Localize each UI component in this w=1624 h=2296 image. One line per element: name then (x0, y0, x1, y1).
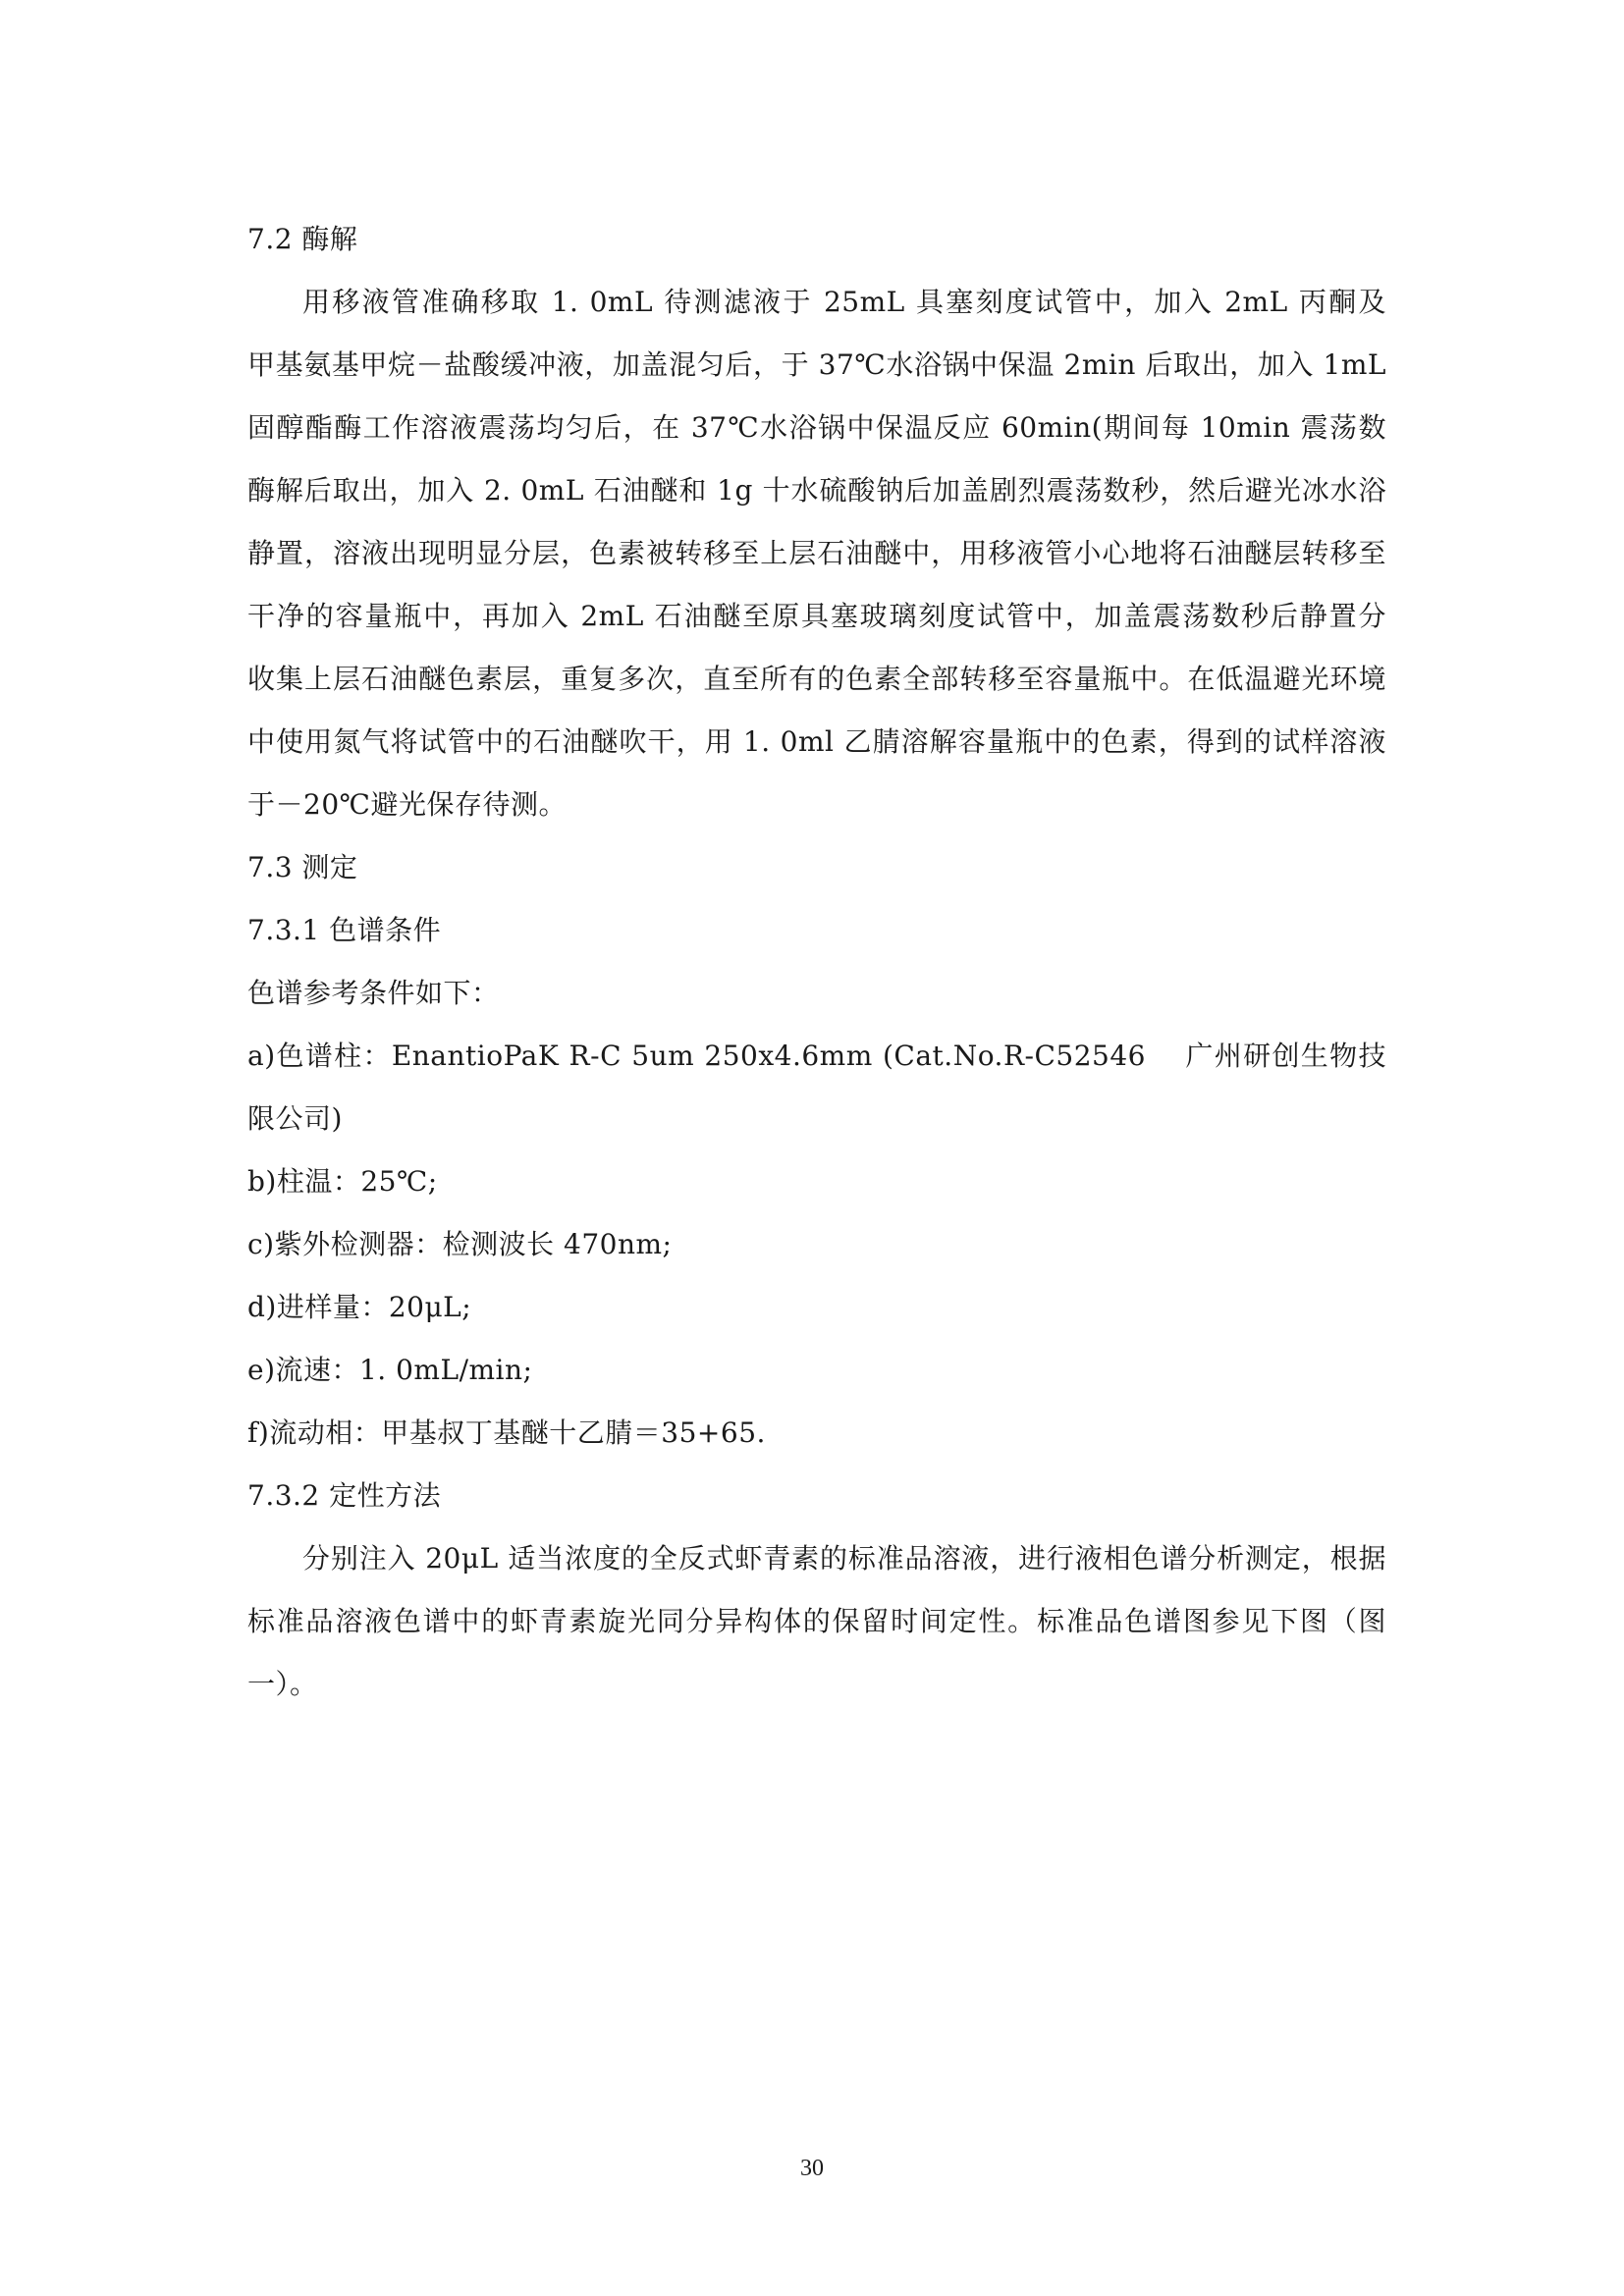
paragraph-line: 于－20℃避光保存待测。 (247, 788, 567, 821)
paragraph-line: 固醇酯酶工作溶液震荡均匀后，在 37℃水浴锅中保温反应 60min(期间每 10min 震荡数 (247, 411, 1386, 444)
section-heading-7-3-2: 7.3.2 定性方法 (247, 1479, 442, 1512)
page-content (247, 208, 1386, 1716)
paragraph-line: 用移液管准确移取 1. 0mL 待测滤液于 25mL 具塞刻度试管中，加入 2mL 丙酮及 (302, 286, 1386, 318)
paragraph-line: 分别注入 20μL 适当浓度的全反式虾青素的标准品溶液，进行液相色谱分析测定，根据 (302, 1542, 1386, 1575)
condition-item-c: c)紫外检测器：检测波长 470nm; (247, 1228, 673, 1260)
condition-item-f: f)流动相：甲基叔丁基醚十乙腈＝35+65. (247, 1416, 766, 1449)
condition-item-a: a)色谱柱：EnantioPaK R-C 5um 250x4.6mm (Cat.No.R-C52546 广州研创生物技 (247, 1040, 1386, 1072)
paragraph-line: 标准品溶液色谱中的虾青素旋光同分异构体的保留时间定性。标准品色谱图参见下图（图 (247, 1605, 1386, 1637)
paragraph-line: 甲基氨基甲烷－盐酸缓冲液，加盖混匀后，于 37℃水浴锅中保温 2min 后取出，加入 1mL (247, 348, 1386, 381)
reference-conditions-intro: 色谱参考条件如下： (247, 977, 500, 1009)
paragraph-line: 一）。 (247, 1668, 318, 1700)
section-heading-7-3: 7.3 测定 (247, 851, 358, 883)
condition-item-a-continued: 限公司) (247, 1102, 343, 1135)
paragraph-line: 酶解后取出，加入 2. 0mL 石油醚和 1g 十水硫酸钠后加盖剧烈震荡数秒，然后避光冰水浴 (247, 474, 1386, 507)
condition-item-d: d)进样量：20μL; (247, 1291, 472, 1323)
page-number: 30 (800, 2156, 824, 2181)
paragraph-line: 干净的容量瓶中，再加入 2mL 石油醚至原具塞玻璃刻度试管中，加盖震荡数秒后静置分 (247, 600, 1386, 632)
paragraph-line: 收集上层石油醚色素层，重复多次，直至所有的色素全部转移至容量瓶中。在低温避光环境 (247, 663, 1386, 695)
section-heading-7-3-1: 7.3.1 色谱条件 (247, 914, 442, 946)
condition-item-e: e)流速：1. 0mL/min; (247, 1354, 533, 1386)
section-heading-7-2: 7.2 酶解 (247, 223, 358, 255)
paragraph-line: 静置，溶液出现明显分层，色素被转移至上层石油醚中，用移液管小心地将石油醚层转移至 (247, 537, 1386, 569)
paragraph-line: 中使用氮气将试管中的石油醚吹干，用 1. 0ml 乙腈溶解容量瓶中的色素，得到的试样溶液 (247, 725, 1386, 758)
condition-item-b: b)柱温：25℃; (247, 1165, 438, 1198)
